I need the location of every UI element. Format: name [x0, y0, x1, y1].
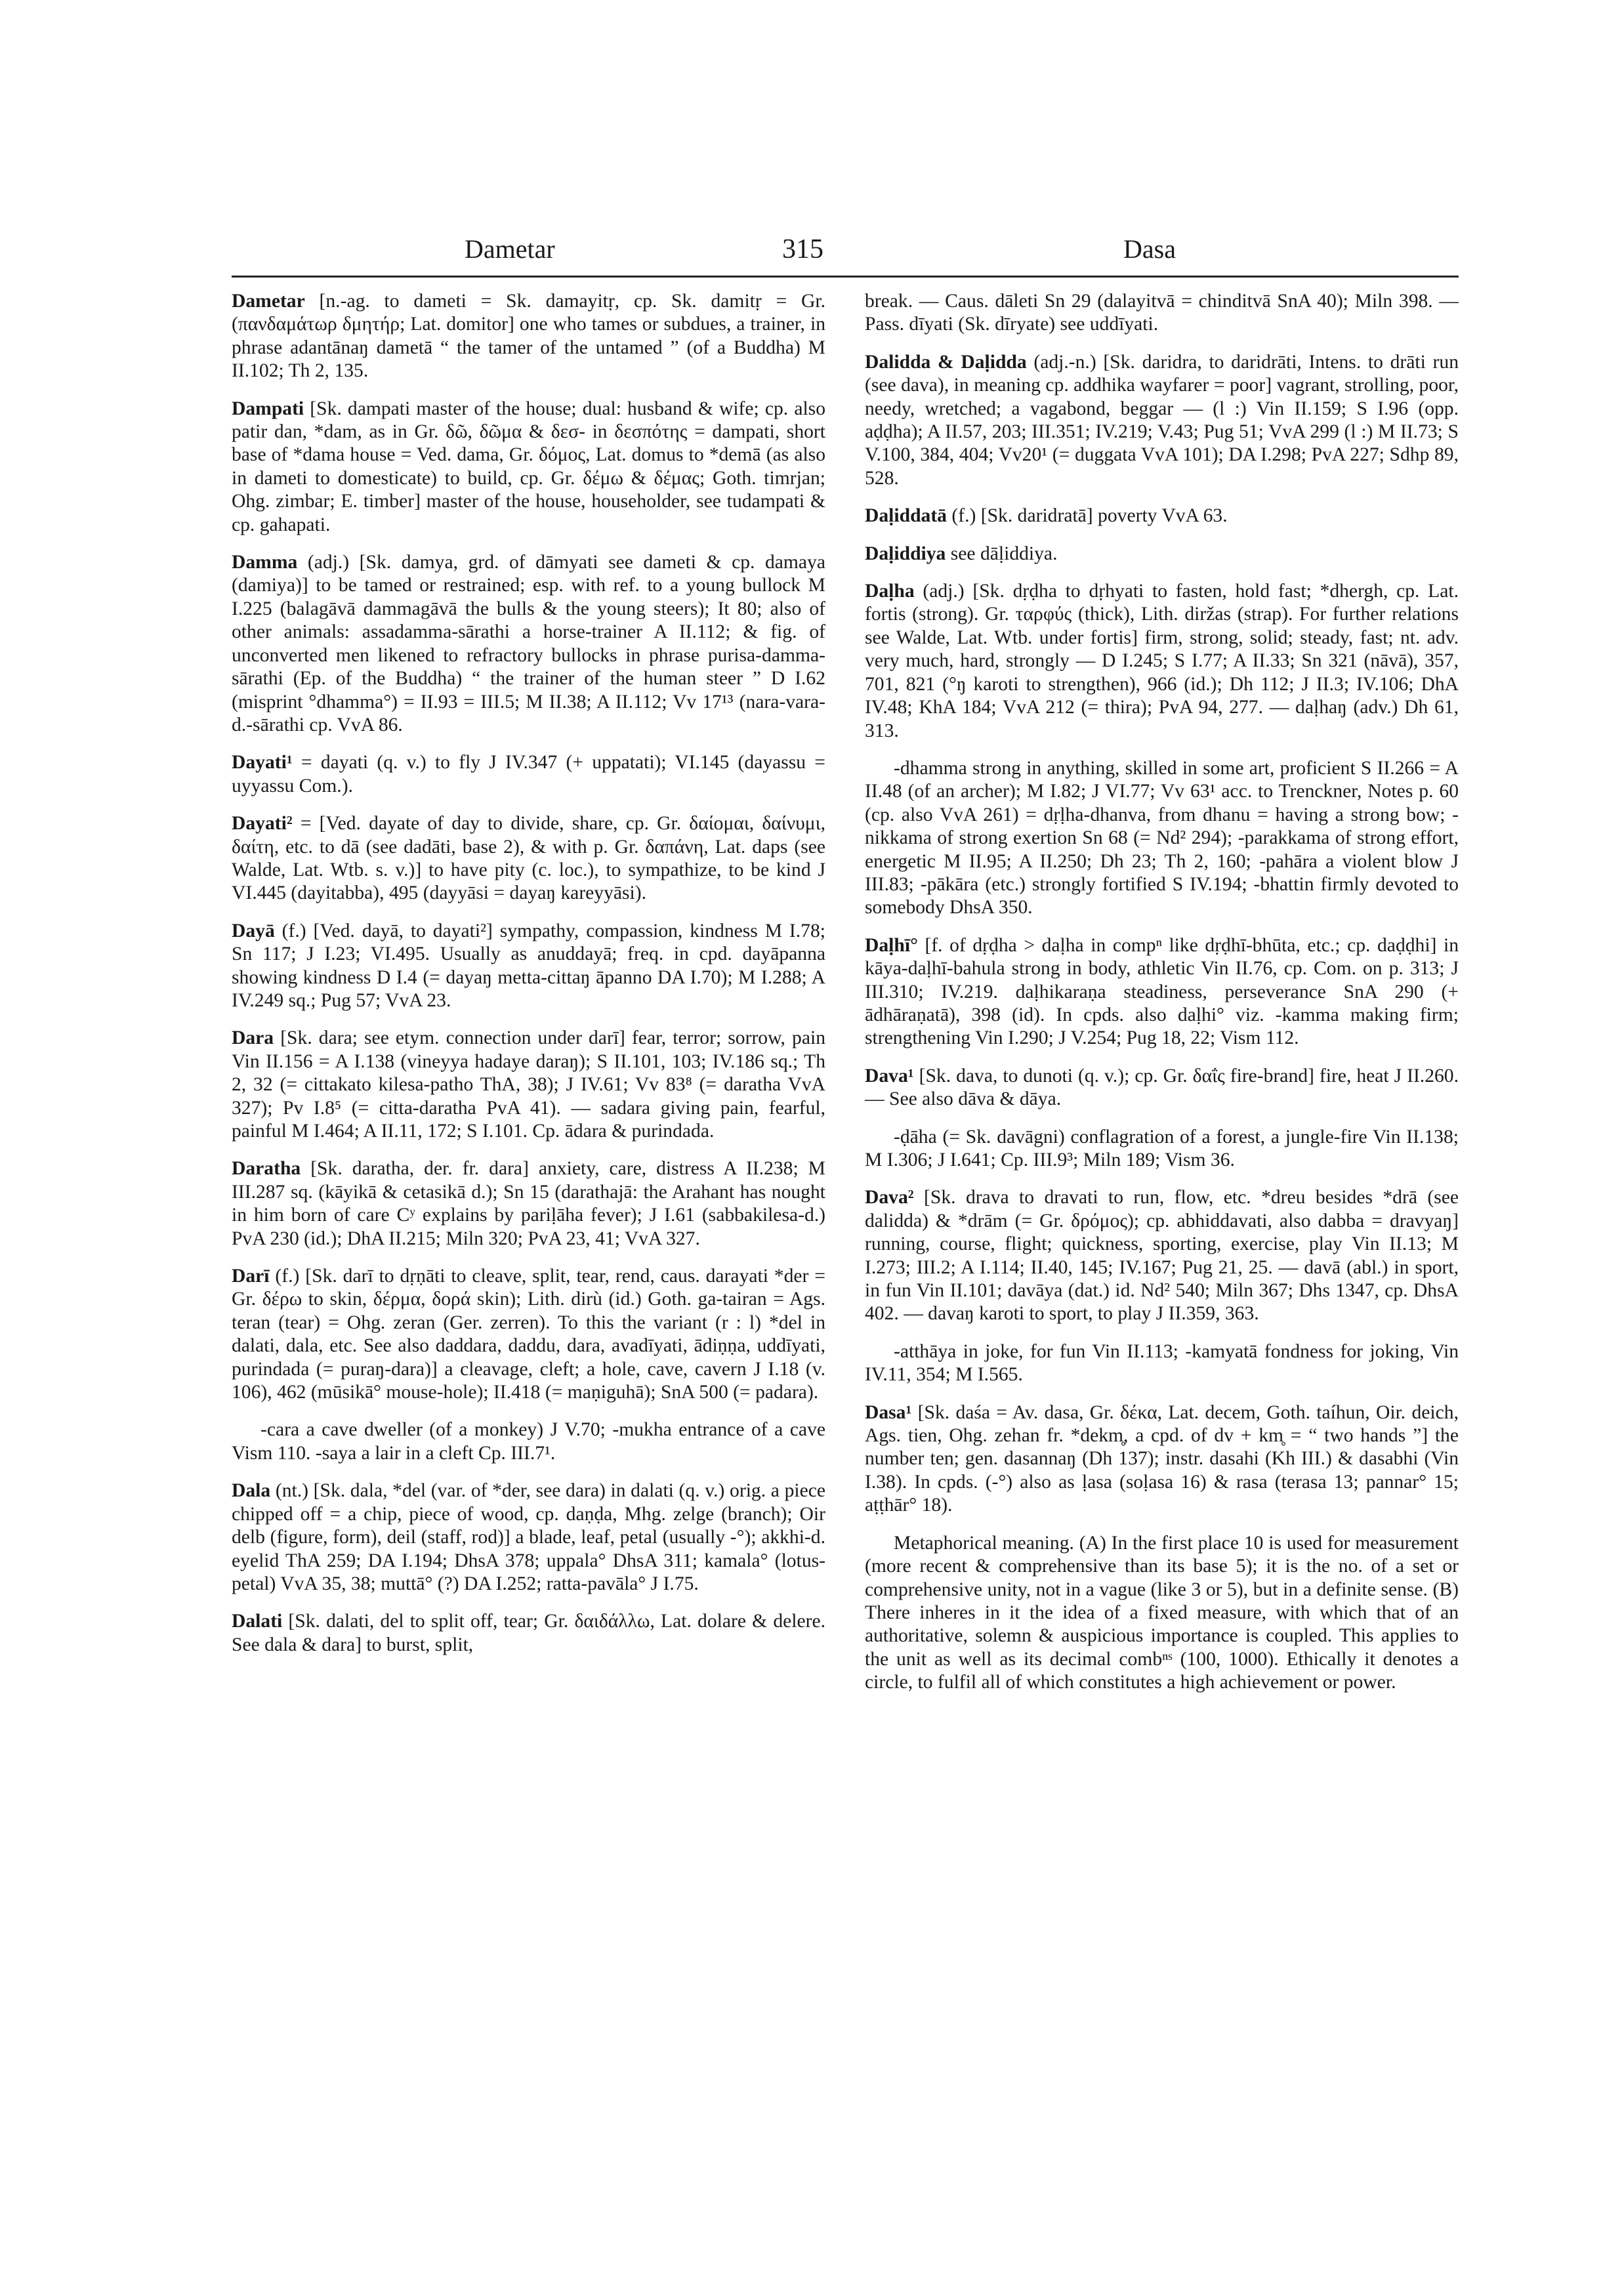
- entry-text: [n.-ag. to dameti = Sk. damayitṛ, cp. Sk. damitṛ = Gr. (πανδαμάτωρ δμητήρ; Lat. domitor] one who tames or subdues, a trainer, in phrase adantānaŋ dametā “ the tamer of the untamed ” (of a Buddha) M II.102; Th 2, 135.: [232, 291, 825, 382]
- entry-text: [Sk. daśa = Av. dasa, Gr. δέκα, Lat. decem, Goth. taíhun, Oir. deich, Ags. tien, Ohg. zehan fr. *dekm̥, a cpd. of dv + km̥ = “ two hands ”] the number ten; gen. dasannaŋ (Dh 137); instr. dasahi (Kh III.) & dasabhi (Vin I.38). In cpds. (-°) also as ḷasa (soḷasa 16) & rasa (terasa 13; pannar° 15; aṭṭhār° 18).: [865, 1401, 1459, 1516]
- sub-entry: [865, 1126, 1459, 1172]
- dictionary-entry: [865, 290, 1459, 337]
- dictionary-entry: [232, 1157, 825, 1251]
- entry-headword: Daḷhī°: [865, 934, 918, 956]
- dictionary-entry: [232, 551, 825, 737]
- sub-entry-text: -atthāya in joke, for fun Vin II.113; -kamyatā fondness for joking, Vin IV.11, 354; M I.565.: [865, 1340, 1459, 1386]
- entry-text: break. — Caus. dāleti Sn 29 (dalayitvā = chinditvā SnA 40); Miln 398. — Pass. dīyati (Sk. dīryate) see uddīyati.: [865, 291, 1459, 335]
- entry-text: (adj.) [Sk. dṛḍha to dṛhyati to fasten, hold fast; *dhergh, cp. Lat. fortis (strong). Gr. ταρφύς (thick), Lith. diržas (strap). For further relations see Walde, Lat. Wtb. under fortis] firm, strong, solid; steady, fast; nt. adv. very much, hard, strongly — D I.245; S I.77; A II.33; Sn 321 (nāvā), 357, 701, 821 (°ŋ karoti to strengthen), 966 (id.); Dh 112; J II.3; IV.106; DhA IV.48; KhA 184; VvA 212 (= thira); PvA 94, 277. — daḷhaŋ (adv.) Dh 61, 313.: [865, 581, 1459, 741]
- entry-text: [Sk. daratha, der. fr. dara] anxiety, care, distress A II.238; M III.287 sq. (kāyikā & cetasikā d.); Sn 15 (darathajā: the Arahant has nought in him born of care Cʸ explains by pariḷāha fever); J I.61 (sabbakilesa-d.) PvA 230 (id.); DhA II.215; Miln 320; PvA 23, 41; VvA 327.: [232, 1158, 825, 1249]
- entry-text: (adj.-n.) [Sk. daridra, to daridrāti, Intens. to drāti run (see dava), in meaning cp. addhika wayfarer = poor] vagrant, strolling, poor, needy, wretched; a vagabond, beggar — (l :) Vin II.159; S I.96 (opp. aḍḍha); A II.57, 203; III.351; IV.219; V.43; Pug 51; VvA 299 (l :) M II.73; S V.100, 384, 404; Vv20¹ (= duggata VvA 101); DA I.298; PvA 227; Sdhp 89, 528.: [865, 351, 1459, 489]
- dictionary-entry: [232, 920, 825, 1013]
- entry-text: (f.) [Sk. darī to dṛṇāti to cleave, split, tear, rend, caus. darayati *der = Gr. δέρω to skin, δέρμα, δορά skin); Lith. dirù (id.) Goth. ga-tairan = Ags. teran (tear) = Ohg. zeran (Ger. zerren). To this the variant (r : l) *del in dalati, dala, etc. See also daddara, daddu, dara, avadīyati, ādiṇṇa, uddīyati, purindada (= puraŋ-dara)] a cleavage, cleft; a hole, cave, cavern J I.18 (v. 106), 462 (mūsikā° mouse-hole); II.418 (= maṇiguhā); SnA 500 (= padara).: [232, 1266, 825, 1403]
- dictionary-entry: [865, 543, 1459, 566]
- dictionary-entry: [232, 398, 825, 537]
- right-column: [865, 290, 1459, 1709]
- entry-text: [f. of dṛḍha > daḷha in compⁿ like dṛḍhī-bhūta, etc.; cp. daḍḍhi] in kāya-daḷhī-bahula strong in body, athletic Vin II.76, cp. Com. on p. 313; J III.310; IV.219. daḷhikaraṇa steadiness, perseverance SnA 290 (+ ādhāraṇatā), 398 (id). In cpds. also daḷhi° viz. -kamma making firm; strengthening Vin I.290; J V.254; Pug 18, 22; Vism 112.: [865, 934, 1459, 1049]
- entry-headword: Dava²: [865, 1187, 914, 1209]
- running-head-right: Dasa: [1123, 234, 1176, 264]
- page-number: 315: [782, 234, 823, 264]
- sub-entry-text: -dhamma strong in anything, skilled in some art, proficient S II.266 = A II.48 (of an archer); M I.82; J VI.77; Vv 63¹ acc. to Trenckner, Notes p. 60 (cp. also VvA 261) = dṛḷha-dhanva, from dhanu = having a strong bow; -nikkama of strong exertion Sn 68 (= Nd² 294); -parakkama of strong effort, energetic M II.95; A II.250; Dh 23; Th 2, 160; -pahāra a violent blow J III.83; -pākāra (etc.) strongly fortified S IV.194; -bhattin firmly devoted to somebody DhsA 350.: [865, 757, 1459, 919]
- entry-headword: Dayati¹: [232, 752, 293, 774]
- entry-headword: Dala: [232, 1480, 271, 1502]
- entry-text: (adj.) [Sk. damya, grd. of dāmyati see dameti & cp. damaya (damiya)] to be tamed or restrained; esp. with ref. to a young bullock M I.225 (balagāvā dammagāvā the bulls & the young steers); It 80; also of other animals: assadamma-sārathi a horse-trainer A II.112; & fig. of unconverted men likened to refractory bullocks in phrase purisa-damma-sārathi (Ep. of the Buddha) “ the trainer of the human steer ” D I.62 (misprint °dhamma°) = II.93 = III.5; M II.38; A II.112; Vv 17¹³ (nara-vara-d.-sārathi cp. VvA 86.: [232, 552, 825, 735]
- sub-entry: [865, 1532, 1459, 1695]
- entry-headword: Daḷha: [865, 581, 915, 602]
- entry-headword: Daratha: [232, 1158, 301, 1180]
- entry-text: [Sk. dampati master of the house; dual: husband & wife; cp. also patir dan, *dam, as in Gr. δῶ, δῶμα & δεσ- in δεσπότης = dampati, short base of *dama house = Ved. dama, Gr. δόμος, Lat. domus to *demā (as also in dameti to domesticate) to build, cp. Gr. δέμω & δέμας; Goth. timrjan; Ohg. zimbar; E. timber] master of the house, householder, see tudampati & cp. gahapati.: [232, 398, 825, 535]
- entry-headword: Damma: [232, 552, 298, 573]
- running-head-left: Dametar: [465, 234, 555, 264]
- dictionary-entry: [865, 1186, 1459, 1325]
- entry-text: (f.) [Ved. dayā, to dayati²] sympathy, compassion, kindness M I.78; Sn 117; J I.23; VI.495. Usually as anuddayā; freq. in cpd. dayāpanna showing kindness D I.4 (= dayaŋ metta-cittaŋ āpanno DA I.70); M I.288; A IV.249 sq.; Pug 57; VvA 23.: [232, 920, 825, 1011]
- entry-text: see dāḷiddiya.: [946, 543, 1058, 564]
- entry-headword: Dalati: [232, 1611, 283, 1632]
- entry-headword: Daḷiddatā: [865, 505, 947, 527]
- sub-entry: [232, 1418, 825, 1465]
- dictionary-entry: [232, 1027, 825, 1143]
- sub-entry-text: -ḍāha (= Sk. davāgni) conflagration of a forest, a jungle-fire Vin II.138; M I.306; J I.641; Cp. III.9³; Miln 189; Vism 36.: [865, 1126, 1459, 1170]
- dictionary-entry: [232, 1265, 825, 1404]
- entry-headword: Darī: [232, 1266, 270, 1287]
- entry-text: [Sk. dava, to dunoti (q. v.); cp. Gr. δαΐς fire-brand] fire, heat J II.260. — See also dāva & dāya.: [865, 1065, 1459, 1110]
- entry-text: (nt.) [Sk. dala, *del (var. of *der, see dara) in dalati (q. v.) orig. a piece chipped off = a chip, piece of wood, cp. daṇḍa, Mhg. zelge (branch); Oir delb (figure, form), deil (staff, rod)] a blade, leaf, petal (usually -°); akkhi-d. eyelid ThA 259; DA I.194; DhsA 378; uppala° DhsA 311; kamala° (lotus-petal) VvA 35, 38; muttā° (?) DA I.252; ratta-pavāla° J I.75.: [232, 1480, 825, 1594]
- dictionary-entry: [232, 1610, 825, 1657]
- left-column: [232, 290, 825, 1671]
- sub-entry: [865, 1340, 1459, 1387]
- entry-text: [Sk. dara; see etym. connection under darī] fear, terror; sorrow, pain Vin II.156 = A I.138 (vineyya hadaye daraŋ); S II.101, 103; IV.186 sq.; Th 2, 32 (= cittakato kilesa-patho ThA, 38); J IV.61; Vv 83⁸ (= daratha VvA 327); Pv I.8⁵ (= citta-daratha PvA 41). — sadara giving pain, fearful, painful M I.464; A II.11, 172; S I.101. Cp. ādara & purindada.: [232, 1027, 825, 1142]
- entry-text: [Sk. dalati, del to split off, tear; Gr. δαιδάλλω, Lat. dolare & delere. See dala & dara] to burst, split,: [232, 1611, 825, 1655]
- dictionary-entry: [232, 751, 825, 798]
- dictionary-entry: [232, 1479, 825, 1596]
- dictionary-entry: [865, 1065, 1459, 1111]
- dictionary-entry: [865, 351, 1459, 490]
- entry-headword: Dalidda & Daḷidda: [865, 351, 1027, 373]
- entry-headword: Dasa¹: [865, 1401, 912, 1423]
- sub-entry: [865, 757, 1459, 920]
- dictionary-entry: [865, 580, 1459, 743]
- sub-entry-text: Metaphorical meaning. (A) In the first place 10 is used for measurement (more recent & comprehensive than its base 5); it is the no. of a set or comprehensive unity, not in a vague (like 3 or 5), but in a definite sense. (B) There inheres in it the idea of a fixed measure, with which that of an authoritative, solemn & auspicious importance is coupled. This applies to the unit as well as its decimal combⁿˢ (100, 1000). Ethically it denotes a circle, to fulfil all of which constitutes a high achievement or power.: [865, 1532, 1459, 1693]
- entry-headword: Daḷiddiya: [865, 543, 946, 564]
- entry-headword: Dametar: [232, 291, 305, 312]
- entry-text: (f.) [Sk. daridratā] poverty VvA 63.: [946, 505, 1228, 527]
- dictionary-entry: [865, 934, 1459, 1050]
- dictionary-entry: [865, 505, 1459, 527]
- entry-text: = [Ved. dayate of day to divide, share, cp. Gr. δαίομαι, δαίνυμι, δαίτη, etc. to dā (see dadāti, base 2), & with p. Gr. δαπάνη, Lat. daps (see Walde, Lat. Wtb. s. v.)] to have pity (c. loc.), to sympathize, to be kind J VI.445 (dayitabba), 495 (dayyāsi = dayaŋ kareyyāsi).: [232, 813, 825, 904]
- sub-entry-text: -cara a cave dweller (of a monkey) J V.70; -mukha entrance of a cave Vism 110. -saya a lair in a cleft Cp. III.7¹.: [232, 1419, 825, 1464]
- header-rule: [232, 276, 1459, 278]
- entry-headword: Dampati: [232, 398, 304, 419]
- dictionary-entry: [232, 812, 825, 905]
- entry-headword: Dayati²: [232, 813, 293, 835]
- entry-text: = dayati (q. v.) to fly J IV.347 (+ uppatati); VI.145 (dayassu = uyyassu Com.).: [232, 752, 825, 796]
- dictionary-entry: [865, 1401, 1459, 1518]
- entry-headword: Dayā: [232, 920, 275, 941]
- entry-headword: Dava¹: [865, 1065, 914, 1086]
- dictionary-entry: [232, 290, 825, 383]
- entry-text: [Sk. drava to dravati to run, flow, etc. *dreu besides *drā (see dalidda) & *drām (= Gr. δρόμος); cp. abhiddavati, also dabba = dravyaŋ] running, course, flight; quickness, sporting, exercise, play Vin II.13; M I.273; III.2; A I.114; II.40, 145; IV.167; Pug 21, 25. — davā (abl.) in sport, in fun Vin II.101; davāya (dat.) id. Nd² 540; Miln 367; Dhs 1347, cp. DhsA 402. — davaŋ karoti to sport, to play J II.359, 363.: [865, 1187, 1459, 1325]
- entry-headword: Dara: [232, 1027, 274, 1049]
